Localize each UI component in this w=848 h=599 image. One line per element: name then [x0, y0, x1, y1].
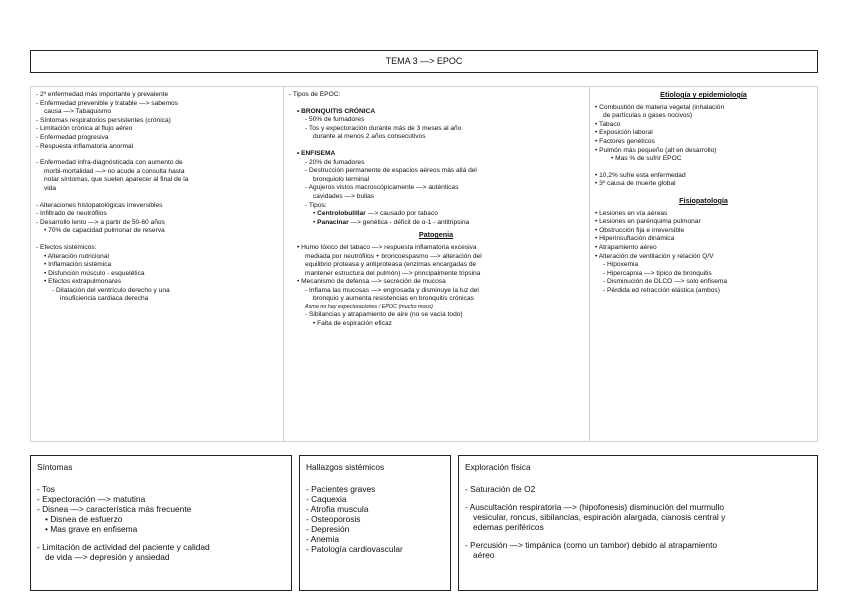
list-item: - 50% de fumadores — [305, 116, 365, 124]
list-item: - Disnea —> característica más frecuente — [37, 504, 192, 514]
list-item: - Disminución de DLCO —> solo enfisema — [603, 278, 728, 286]
list-item: - 20% de fumadores — [305, 158, 365, 166]
list-item: - Tos — [37, 484, 55, 494]
list-item: • Mecanismo de defensa —> secreción de mucosa — [297, 278, 446, 286]
list-item-centrolobulillar: • Centrolobulillar —> causado por tabaco — [313, 210, 438, 218]
list-item: • Pulmón más pequeño (alt en desarrollo) — [595, 146, 717, 154]
etiologia-heading: Etiología y epidemiología — [660, 90, 747, 99]
list-item: • Disfunción músculo - esquelética — [44, 269, 145, 277]
list-item: • Hiperinsuflación dinámica — [595, 235, 675, 243]
list-item: • Lesiones en parénquima pulmonar — [595, 218, 701, 226]
list-item: - Limitación crónica al flujo aéreo — [36, 125, 133, 133]
list-item: - 2º enfermedad más importante y prevalente — [36, 91, 169, 98]
list-item: • Disnea de esfuerzo — [45, 514, 123, 524]
list-item: • 70% de capacidad pulmonar de reserva — [44, 227, 165, 235]
list-item: Asma no hay expectoraciones / EPOC (mucho moco) — [305, 304, 433, 311]
list-item: - Tipos: — [305, 201, 327, 209]
sintomas-heading: Síntomas — [37, 462, 73, 472]
list-item: - Alteraciones histopatológicas irreversibles — [36, 201, 163, 209]
list-item: - Patología cardiovascular — [306, 544, 403, 554]
list-item: • Factores genéticos — [595, 137, 655, 145]
list-item: - Síntomas respiratorios persistentes (crónica) — [36, 116, 171, 124]
list-item: • Alteración de ventilación y relación Q/V — [595, 252, 714, 260]
list-item: - Osteoporosis — [306, 514, 361, 524]
list-item: • 3º causa de muerte global — [595, 180, 676, 188]
list-item: notar síntomas, que suelen aparecer al final de la — [44, 176, 189, 184]
list-item: mediada por neutrófilos + broncoespasmo —> alteración del — [305, 252, 482, 260]
hallazgos-box — [299, 455, 451, 591]
list-item: - Sibilancias y atrapamiento de aire (no se vacía todo) — [305, 311, 463, 319]
list-item: edemas periféricos — [473, 522, 544, 532]
list-item: - Enfermedad infra-diagnósticada con aumento de — [36, 159, 183, 167]
types-label: - Tipos de EPOC: — [289, 91, 341, 98]
sintomas-box — [30, 455, 292, 591]
patogenia-heading: Patogenia — [418, 230, 454, 240]
list-item: • Obstrucción fija e irreversible — [595, 226, 685, 234]
list-item: - Auscultación respiratoria —> (hipofonesis) disminución del murmullo — [465, 502, 725, 512]
list-item: • Inflamación sistémica — [44, 261, 112, 269]
list-item: • Alteración nutricional — [44, 252, 109, 260]
list-item: • Falta de espiración eficaz — [313, 319, 392, 327]
list-item: - Desarrollo lento —> a partir de 50-60 años — [36, 218, 165, 226]
list-item: aéreo — [473, 550, 495, 560]
pana-text: —> genética - déficit de α-1 - antitripsina — [350, 218, 470, 226]
list-item: • Tabaco — [595, 120, 621, 128]
list-item: bronquio y aumenta resistencias en bronquitis crónicas — [313, 295, 474, 303]
list-item: - Enfermedad prevenible y tratable —> sabemos — [36, 99, 179, 107]
list-item: bronquiolo terminal — [313, 175, 370, 183]
exploracion-box — [458, 455, 818, 591]
list-item: - Percusión —> timpánica (como un tambor) debido al atrapamiento — [465, 540, 718, 550]
list-item: • Lesiones en vía aéreas — [595, 209, 668, 217]
list-item: - Limitación de actividad del paciente y calidad — [37, 542, 210, 552]
list-item: de vida —> depresión y ansiedad — [45, 552, 170, 562]
exploracion-list — [465, 484, 811, 560]
list-item: • Exposición laboral — [595, 129, 653, 137]
page-title: TEMA 3 —> EPOC — [30, 50, 818, 73]
list-item: - Depresión — [306, 524, 350, 534]
list-item: morbi-mortalidad —> no acude a consulta hasta — [44, 167, 185, 175]
list-item: • Atrapamiento aéreo — [595, 243, 657, 251]
sintomas-list — [37, 484, 285, 562]
list-item: - Enfermedad progresiva — [36, 133, 109, 141]
etiologia-list — [595, 104, 812, 189]
hallazgos-heading: Hallazgos sistémicos — [306, 462, 385, 472]
list-item: insuficiencia cardiaca derecha — [60, 295, 149, 303]
list-item-panacinar: • Panacinar —> genética - déficit de α-1 - antitripsina — [313, 218, 470, 226]
list-item: - Saturación de O2 — [465, 484, 536, 494]
pana-label: Panacinar — [317, 218, 349, 226]
bronquitis-title: • BRONQUITIS CRÓNICA — [297, 107, 376, 115]
list-item: - Anemia — [306, 534, 340, 544]
centro-label: Centrolobulillar — [317, 210, 366, 218]
enfisema-title: • ENFISEMA — [297, 149, 336, 157]
list-item: cavidades —> bullas — [313, 192, 375, 200]
general-features-column — [30, 86, 283, 442]
list-item: • Efectos extrapulmonares — [44, 278, 122, 286]
list-item: vesicular, roncus, sibilancias, espiración alargada, cianosis central y — [473, 512, 726, 522]
list-item: - Atrofia muscula — [306, 504, 369, 514]
list-item: - Dilatación del ventrículo derecho y una — [52, 286, 170, 294]
list-item: - Inflama las mucosas —> engrosada y disminuye la luz del — [305, 286, 479, 294]
list-item: equilibrio proteasa y antiproteasa (enzimas encargadas de — [305, 261, 477, 269]
list-item: de partículas o gases nocivos) — [603, 112, 693, 120]
fisiopatologia-list — [595, 210, 812, 296]
list-item: - Tos y expectoración durante más de 3 meses al año — [305, 124, 462, 132]
list-item: • Humo tóxico del tabaco —> respuesta inflamatoria excesiva — [297, 243, 477, 251]
exploracion-heading: Exploración física — [465, 462, 531, 472]
list-item: - Expectoración —> matutina — [37, 494, 146, 504]
patogenia-list — [289, 244, 583, 328]
list-item: • 10,2% sufre esta enfermedad — [595, 171, 686, 179]
list-item: - Infiltrado de neutrófilos — [36, 210, 107, 218]
centro-text: —> causado por tabaco — [367, 210, 438, 218]
etiology-physiopathology-column — [589, 86, 818, 442]
list-item: - Pacientes graves — [306, 484, 376, 494]
list-item: - Caquexia — [306, 494, 347, 504]
list-item: • Mas % de sufrir EPOC — [611, 155, 682, 163]
list-item: - Efectos sistémicos: — [36, 243, 97, 251]
list-item: vida — [44, 184, 57, 192]
types-and-pathogenesis-column — [283, 86, 589, 442]
list-item: - Destrucción permanente de espacios aéreos más allá del — [305, 167, 477, 175]
list-item: - Hipoxemia — [603, 261, 639, 269]
list-item: mantener estructura del pulmón) —> principalmente tripsina — [305, 269, 481, 277]
list-item: • Combustión de materia vegetal (inhalación — [595, 103, 725, 111]
list-item: - Respuesta inflamatoria anormal — [36, 142, 134, 150]
list-item: - Agujeros vistos macroscópicamente —> auténticas — [305, 184, 459, 192]
list-item: - Hipercapnia —> típico de bronquitis — [603, 269, 712, 277]
list-item: - Pérdida ed retracción elástica (ambos) — [603, 286, 720, 294]
list-item: durante al menos 2 años consecutivos — [313, 133, 426, 141]
list-item: • Mas grave en enfisema — [45, 524, 138, 534]
hallazgos-list — [306, 484, 444, 554]
list-item: causa —> Tabaquismo — [44, 108, 112, 116]
fisiopatologia-heading: Fisiopatología — [679, 195, 728, 205]
